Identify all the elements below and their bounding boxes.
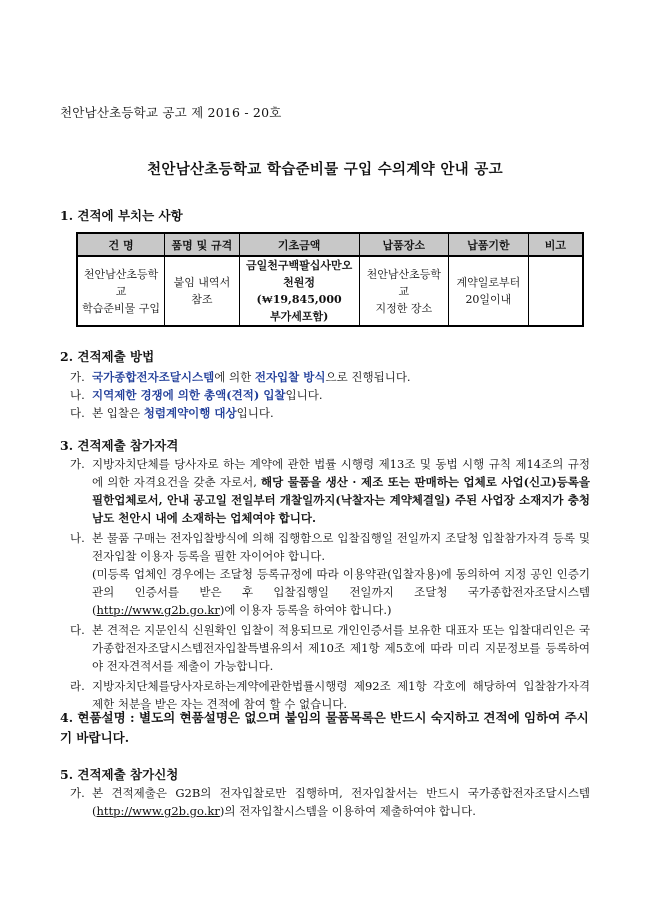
list-item	[70, 386, 590, 404]
item-text: 지역제한 경쟁에 의한 총액(견적) 입찰	[92, 388, 286, 402]
cell-delivery-place	[359, 256, 449, 326]
column-header: 건 명	[77, 233, 165, 256]
item-marker: 나.	[70, 388, 85, 402]
cell-line: 학습준비물 구입	[82, 301, 160, 315]
list-item	[70, 529, 590, 619]
column-header: 납품장소	[359, 233, 449, 256]
cell-line: 천안남산초등학교	[366, 267, 441, 298]
cell-line: 부가세포함)	[269, 310, 329, 323]
item-text: 지방자치단체를 당사자로 하는 계약에 관한 법률 시행령 제13조 및 동법 시행 규칙 제14조의 규정에 의한 자격요건을 갖춘 자로서,	[92, 457, 590, 489]
column-header: 비고	[528, 233, 583, 256]
cell-line: 참조	[191, 293, 213, 306]
item-text: )의 전자입찰시스템을 이용하여 제출하여야 합니다.	[219, 804, 476, 818]
section-5-items	[70, 784, 590, 820]
table-row	[77, 256, 583, 326]
cell-line: 붙임 내역서	[173, 276, 231, 289]
cell-remark	[528, 256, 583, 326]
section-2-items	[70, 368, 590, 422]
item-marker: 가.	[70, 370, 85, 384]
item-text: 본 물품 구매는 전자입찰방식에 의해 집행함으로 입찰집행일 전일까지 조달청 입찰참가자격 등록 및 전자입찰 이용자 등록을 필한 자이어야 합니다.	[92, 531, 590, 563]
item-text: 국가종합전자조달시스템	[92, 370, 215, 384]
cell-base-price	[239, 256, 359, 326]
item-text: 전자입찰 방식	[254, 370, 326, 384]
item-text: 본 입찰은	[92, 406, 144, 420]
page-title: 천안남산초등학교 학습준비물 구입 수의계약 안내 공고	[147, 161, 503, 178]
item-marker: 가.	[70, 786, 85, 800]
item-text: 입니다.	[236, 406, 274, 420]
g2b-link[interactable]: http://www.g2b.go.kr	[96, 804, 220, 818]
cell-line: 지정한 장소	[375, 301, 433, 315]
item-text: 입니다.	[285, 388, 323, 402]
list-item	[70, 368, 590, 386]
cell-delivery-deadline	[449, 256, 529, 326]
cell-line: 천안남산초등학교	[83, 267, 159, 298]
cell-spec	[165, 256, 240, 326]
item-text: 에 의한	[214, 370, 255, 384]
item-marker: 가.	[70, 457, 85, 471]
item-text: 청렴계약이행 대상	[143, 406, 237, 420]
item-text: 본 견적제출은 G2B의 전자입찰로만 집행하며, 전자입찰서는 반드시 국가종합전자조달시스템(	[92, 786, 590, 818]
g2b-link[interactable]: http://www.g2b.go.kr	[96, 603, 220, 617]
list-item	[70, 621, 590, 675]
item-text: 지방자치단체를당사자로하는계약에관한법률시행령 제92조 제1항 각호에 해당하여 입찰참가자격 제한 처분을 받은 자는 견적에 참여 할 수 없습니다.	[92, 679, 590, 711]
item-marker: 다.	[70, 406, 85, 420]
column-header: 납품기한	[449, 233, 529, 256]
cell-line: 20일이내	[465, 293, 512, 306]
section-1-heading: 1. 견적에 부치는 사항	[60, 208, 183, 223]
section-2-heading: 2. 견적제출 방법	[60, 349, 155, 364]
table-header-row	[77, 233, 583, 256]
cell-name	[77, 256, 165, 326]
estimate-table	[76, 232, 584, 327]
list-item	[70, 784, 590, 820]
cell-line: 금일천구백팔십사만오천원정	[245, 259, 353, 289]
list-item	[70, 404, 590, 422]
item-marker: 라.	[70, 679, 85, 693]
section-4-text: 4. 현품설명 : 별도의 현품설명은 없으며 붙임의 물품목록은 반드시 숙지하고 견적에 임하여 주시기 바랍니다.	[60, 710, 589, 745]
section-3-heading: 3. 견적제출 참가자격	[60, 438, 179, 453]
column-header: 기초금액	[239, 233, 359, 256]
notice-number: 천안남산초등학교 공고 제 2016 - 20호	[60, 105, 282, 120]
item-text: 본 견적은 지문인식 신원확인 입찰이 적용되므로 개인인증서를 보유한 대표자 또는 입찰대리인은 국가종합전자조달시스템전자입찰특별유의서 제10조 제1항 제5호에 따라 미리 지문정보를 등록하여야 전자견적서를 제출이 가능합니다.	[92, 623, 590, 673]
item-text: (미등록 업체인 경우에는 조달청 등록규정에 따라 이용약관(입찰자용)에 동의하여 지정 공인 인증기관의 인증서를 받은 후 입찰집행일 전일까지 조달청 국가종합전자조달시스템(	[92, 567, 590, 617]
cell-line: 계약일로부터	[456, 276, 521, 289]
list-item	[70, 455, 590, 527]
column-header: 품명 및 규격	[165, 233, 240, 256]
item-marker: 다.	[70, 623, 85, 637]
cell-line: (₩19,845,000	[256, 293, 342, 306]
section-5-heading: 5. 견적제출 참가신청	[60, 767, 179, 782]
item-text: )에 이용자 등록을 하여야 합니다.)	[219, 603, 392, 617]
section-3-items	[70, 455, 590, 713]
item-text: 으로 진행됩니다.	[325, 370, 411, 384]
item-text: 해당 물품을 생산 · 제조 또는 판매하는 업체로 사업(신고)등록을 필한업체로서, 안내 공고일 전일부터 개찰일까지(낙찰자는 계약체결일) 주된 사업장 소재지가 충청남도 천안시 내에 소재하는 업체여야 합니다.	[92, 475, 590, 525]
item-marker: 나.	[70, 531, 85, 545]
